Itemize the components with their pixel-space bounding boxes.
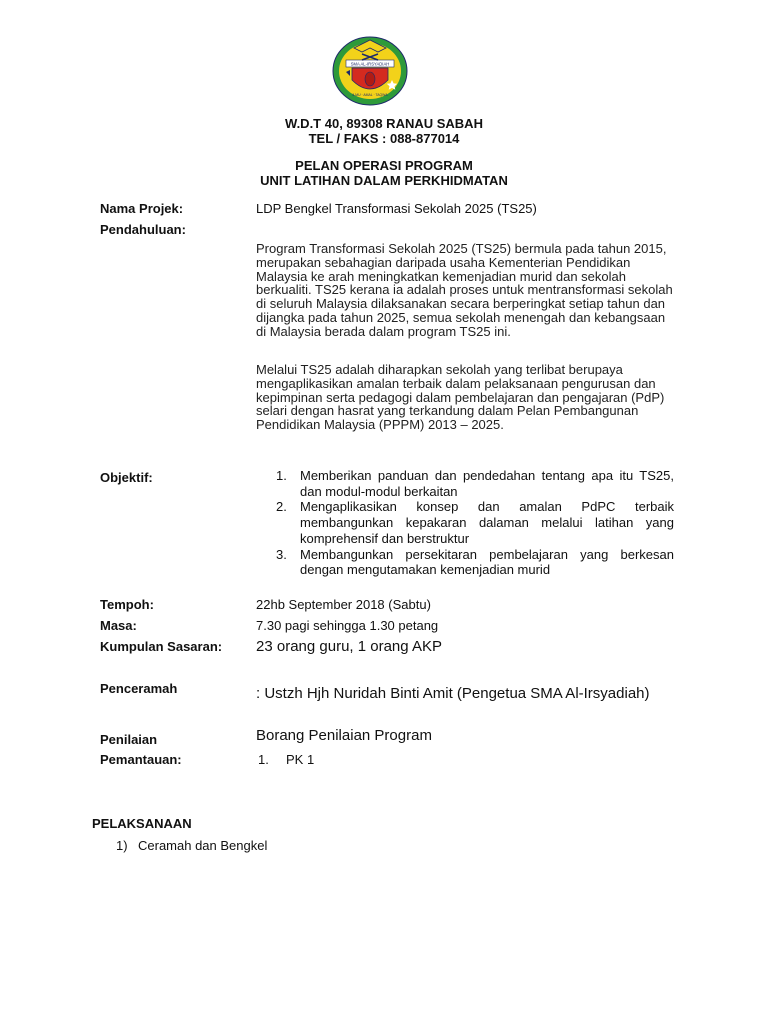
list-item: 2. Mengaplikasikan konsep dan amalan PdPC terbaik membangunkan kepakaran dalaman melalui latihan yang komprehensif dan berstruktur [276, 499, 674, 546]
nama-projek-value: LDP Bengkel Transformasi Sekolah 2025 (TS25) [256, 201, 537, 216]
doc-title-1: PELAN OPERASI PROGRAM [295, 158, 473, 173]
list-item: 1. Memberikan panduan dan pendedahan tentang apa itu TS25, dan modul-modul berkaitan [276, 468, 674, 499]
tempoh-value: 22hb September 2018 (Sabtu) [256, 597, 431, 612]
pendahuluan-paragraph-1: Program Transformasi Sekolah 2025 (TS25) bermula pada tahun 2015, merupakan sebahagian daripada usaha Kementerian Pendidikan Malaysia ke arah meningkatkan kemenjadian murid dan sekolah berkualiti. TS25 kerana ia adalah proses untuk mentransformasi sekolah di seluruh Malaysia dilaksanakan secara berperingkat setiap tahun dan dijangka pada tahun 2025, semua sekolah menengah dan kebangsaan di Malaysia berada dalam program TS25 ini. [256, 241, 673, 339]
masa-value: 7.30 pagi sehingga 1.30 petang [256, 618, 439, 633]
penilaian-value: Borang Penilaian Program [256, 727, 432, 744]
school-logo [332, 36, 408, 106]
penceramah-value: : Ustzh Hjh Nuridah Binti Amit (Pengetua SMA Al-Irsyadiah) [256, 685, 650, 702]
objektif-list [276, 468, 674, 578]
school-phone: TEL / FAKS : 088-877014 [308, 131, 460, 146]
penceramah-label: Penceramah [100, 681, 178, 696]
pemantauan-label: Pemantauan: [100, 752, 182, 767]
nama-projek-label: Nama Projek: [100, 201, 184, 216]
kumpulan-sasaran-value: 23 orang guru, 1 orang AKP [256, 638, 442, 655]
tempoh-label: Tempoh: [100, 597, 154, 612]
kumpulan-sasaran-label: Kumpulan Sasaran: [100, 639, 223, 654]
pelaksanaan-heading: PELAKSANAAN [92, 816, 192, 831]
pelaksanaan-item: 1) Ceramah dan Bengkel [116, 838, 268, 853]
list-item: 3. Membangunkan persekitaran pembelajaran yang berkesan dengan mengutamakan kemenjadian murid [276, 546, 674, 578]
school-address: W.D.T 40, 89308 RANAU SABAH [285, 116, 483, 131]
pendahuluan-paragraph-2: Melalui TS25 adalah diharapkan sekolah yang terlibat berupaya mengaplikasikan amalan terbaik dalam pelaksanaan pengurusan dan kepimpinan serta pedagogi dalam pembelajaran dan pengajaran (PdP) selari dengan hasrat yang terkandung dalam Pelan Pembangunan Pendidikan Malaysia (PPPM) 2013 – 2025. [256, 362, 665, 433]
logo-banner-text: SMA AL-IRSYADIAH [350, 61, 390, 67]
logo-motto: ILMU · AMAL · TAQWA [352, 93, 388, 97]
pendahuluan-label: Pendahuluan: [100, 222, 186, 237]
pemantauan-item: 1. PK 1 [258, 752, 315, 767]
doc-title-2: UNIT LATIHAN DALAM PERKHIDMATAN [260, 173, 508, 188]
penilaian-label: Penilaian [100, 732, 158, 747]
masa-label: Masa: [100, 618, 137, 633]
objektif-label: Objektif: [100, 470, 153, 485]
